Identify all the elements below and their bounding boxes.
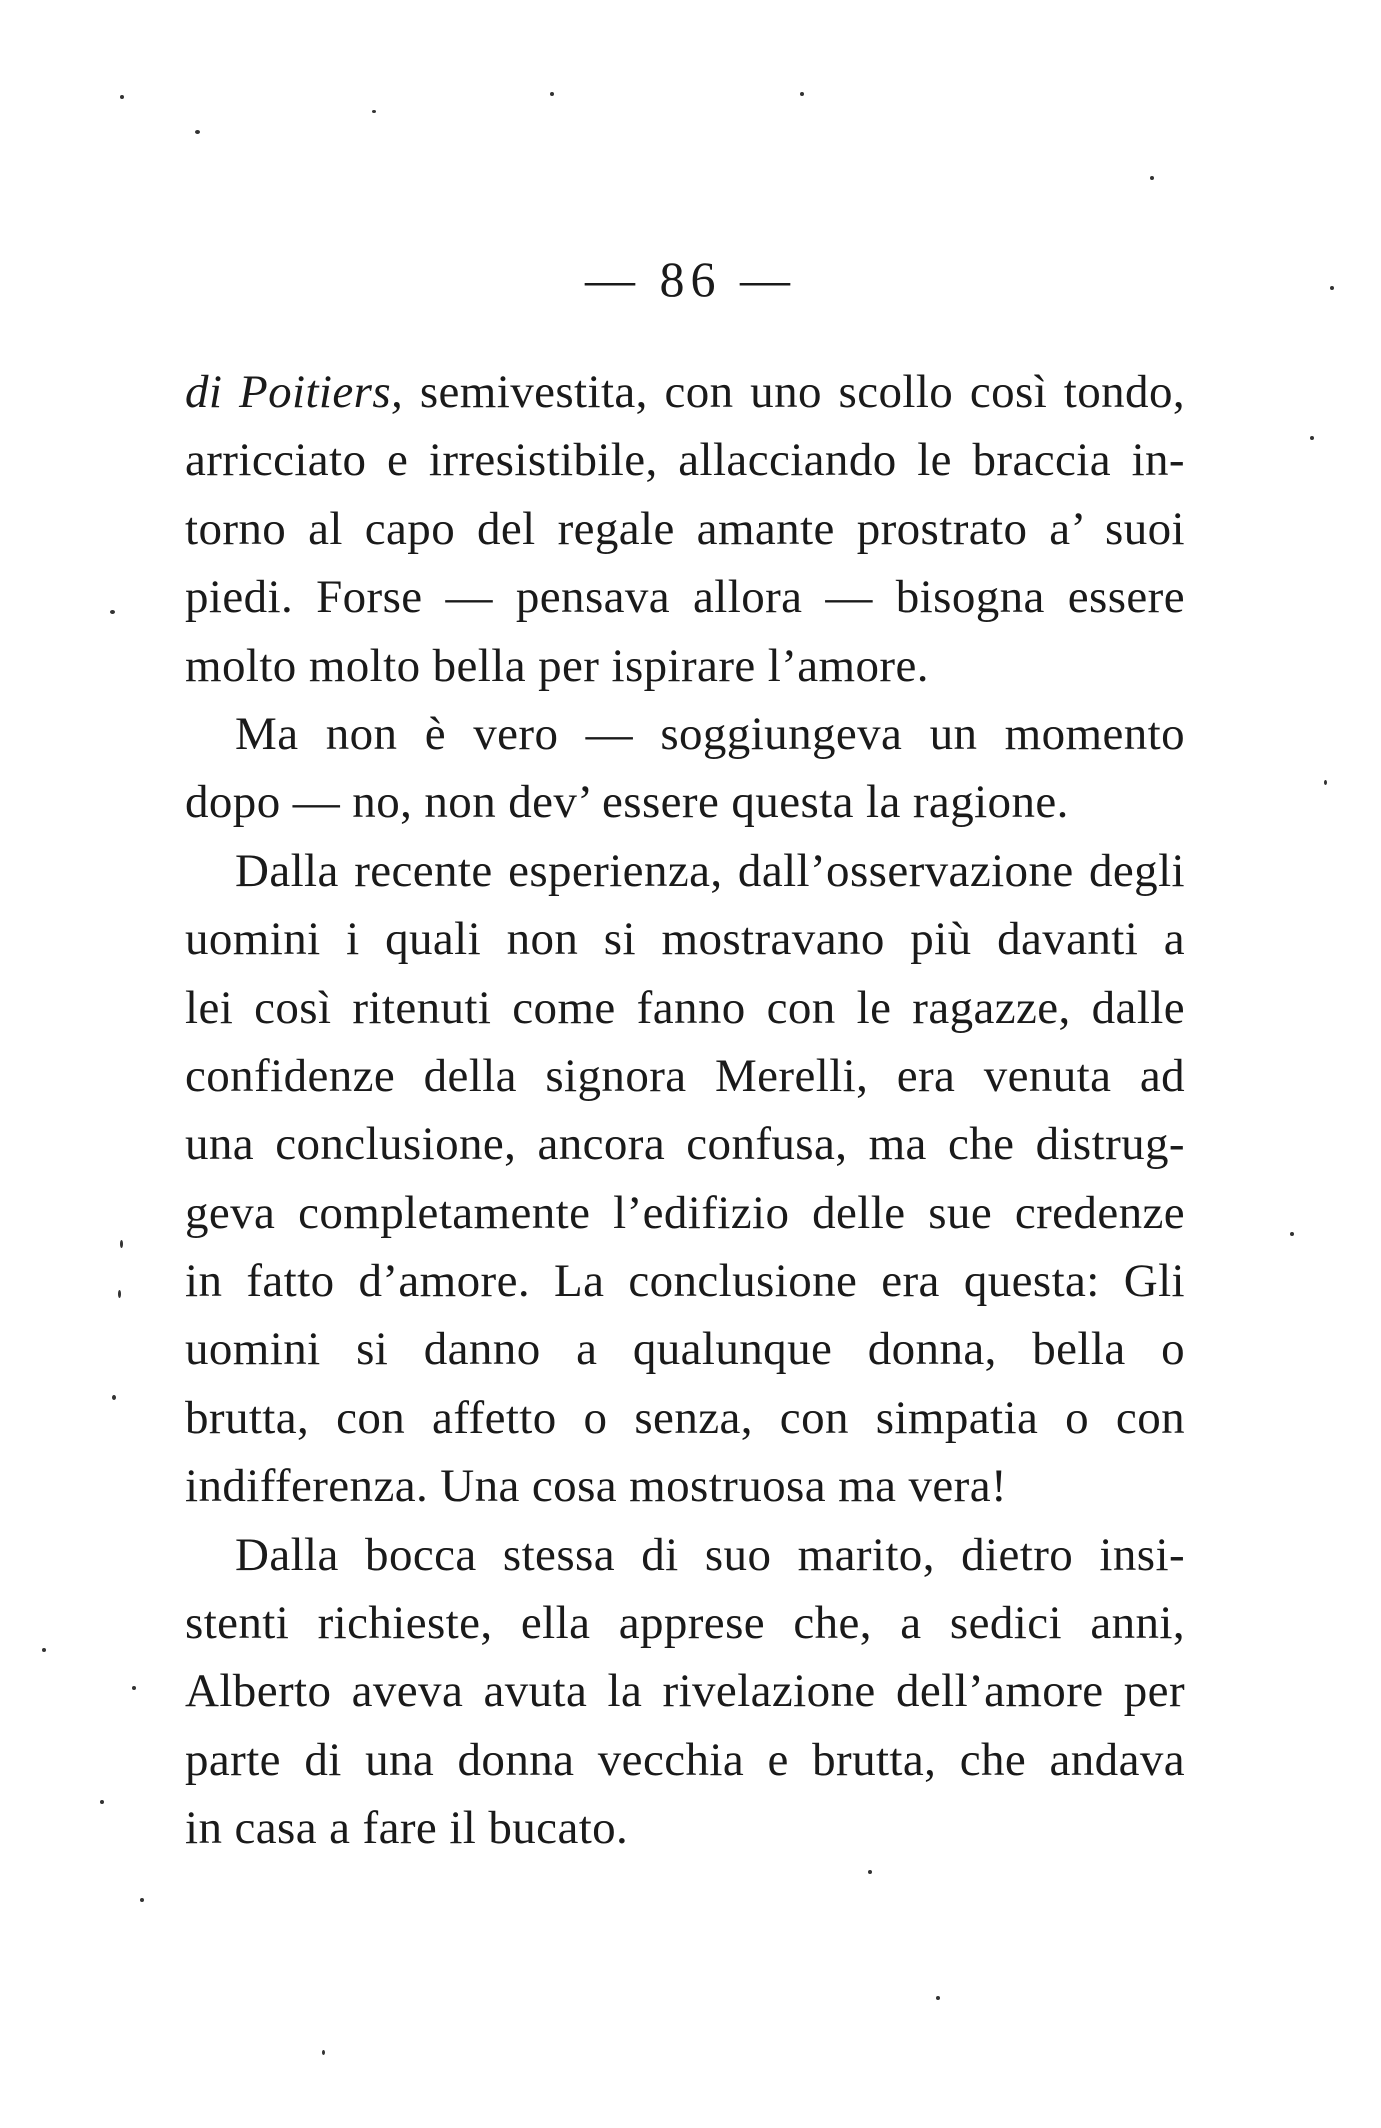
paragraph-start-line: Dalla bocca stessa di suo marito, dietro insi- [235, 1528, 1185, 1581]
text-line: una conclusione, ancora confusa, ma che distrug- [185, 1118, 1185, 1171]
scan-speck [118, 1290, 121, 1298]
scan-speck [1290, 1232, 1294, 1236]
paragraph-start-line: Dalla recente esperienza, dall’osservazione degli [235, 844, 1185, 897]
scan-speck [322, 2050, 325, 2055]
scan-speck [42, 1648, 46, 1652]
paragraph-start-line: Ma non è vero — soggiungeva un momento [235, 707, 1185, 760]
scan-speck [1330, 286, 1334, 290]
text-line: parte di una donna vecchia e brutta, che andava [185, 1733, 1185, 1786]
text-line: brutta, con affetto o senza, con simpatia o con [185, 1391, 1185, 1444]
text-line: in fatto d’amore. La conclusione era questa: Gli [185, 1255, 1185, 1308]
text-line: lei così ritenuti come fanno con le ragazze, dalle [185, 981, 1185, 1034]
scan-speck [120, 95, 124, 99]
text-line: confidenze della signora Merelli, era venuta ad [185, 1049, 1185, 1102]
scan-speck [112, 1395, 116, 1400]
scan-speck [800, 92, 804, 96]
scan-speck [1324, 780, 1327, 785]
scan-speck [936, 1996, 940, 2000]
text-line: molto molto bella per ispirare l’amore. [185, 639, 929, 692]
text-line-rest: semivestita, con uno scollo così tondo, [403, 366, 1185, 418]
scan-speck [868, 1870, 872, 1874]
scan-speck [140, 1898, 144, 1902]
text-line: Alberto aveva avuta la rivelazione dell’amore per [185, 1665, 1185, 1718]
scan-speck [1310, 436, 1314, 440]
text-line: uomini i quali non si mostravano più davanti a [185, 913, 1185, 966]
body-text [185, 358, 1185, 1863]
text-line: indifferenza. Una cosa mostruosa ma vera! [185, 1460, 1008, 1513]
text-line: torno al capo del regale amante prostrato a’ suoi [185, 502, 1185, 555]
scan-speck [120, 1240, 123, 1248]
scan-speck [132, 1686, 136, 1690]
scan-speck [372, 110, 376, 113]
text-line: geva completamente l’edifizio delle sue credenze [185, 1186, 1185, 1239]
text-line: arricciato e irresistibile, allacciando le braccia in- [185, 434, 1185, 487]
page-number: — 86 — [585, 251, 796, 307]
scan-speck [195, 130, 200, 134]
text-line: piedi. Forse — pensava allora — bisogna essere [185, 571, 1185, 624]
text-line: dopo — no, non dev’ essere questa la ragione. [185, 776, 1069, 829]
text-line: in casa a fare il bucato. [185, 1802, 629, 1855]
text-line: uomini si danno a qualunque donna, bella o [185, 1323, 1185, 1376]
scan-speck [100, 1800, 104, 1804]
scan-speck [1150, 176, 1154, 180]
scan-speck [110, 610, 115, 614]
scan-speck [550, 92, 554, 96]
italic-name: di Poitiers, [185, 366, 404, 418]
text-line [185, 358, 1185, 426]
text-line: stenti richieste, ella apprese che, a sedici anni, [185, 1597, 1185, 1650]
